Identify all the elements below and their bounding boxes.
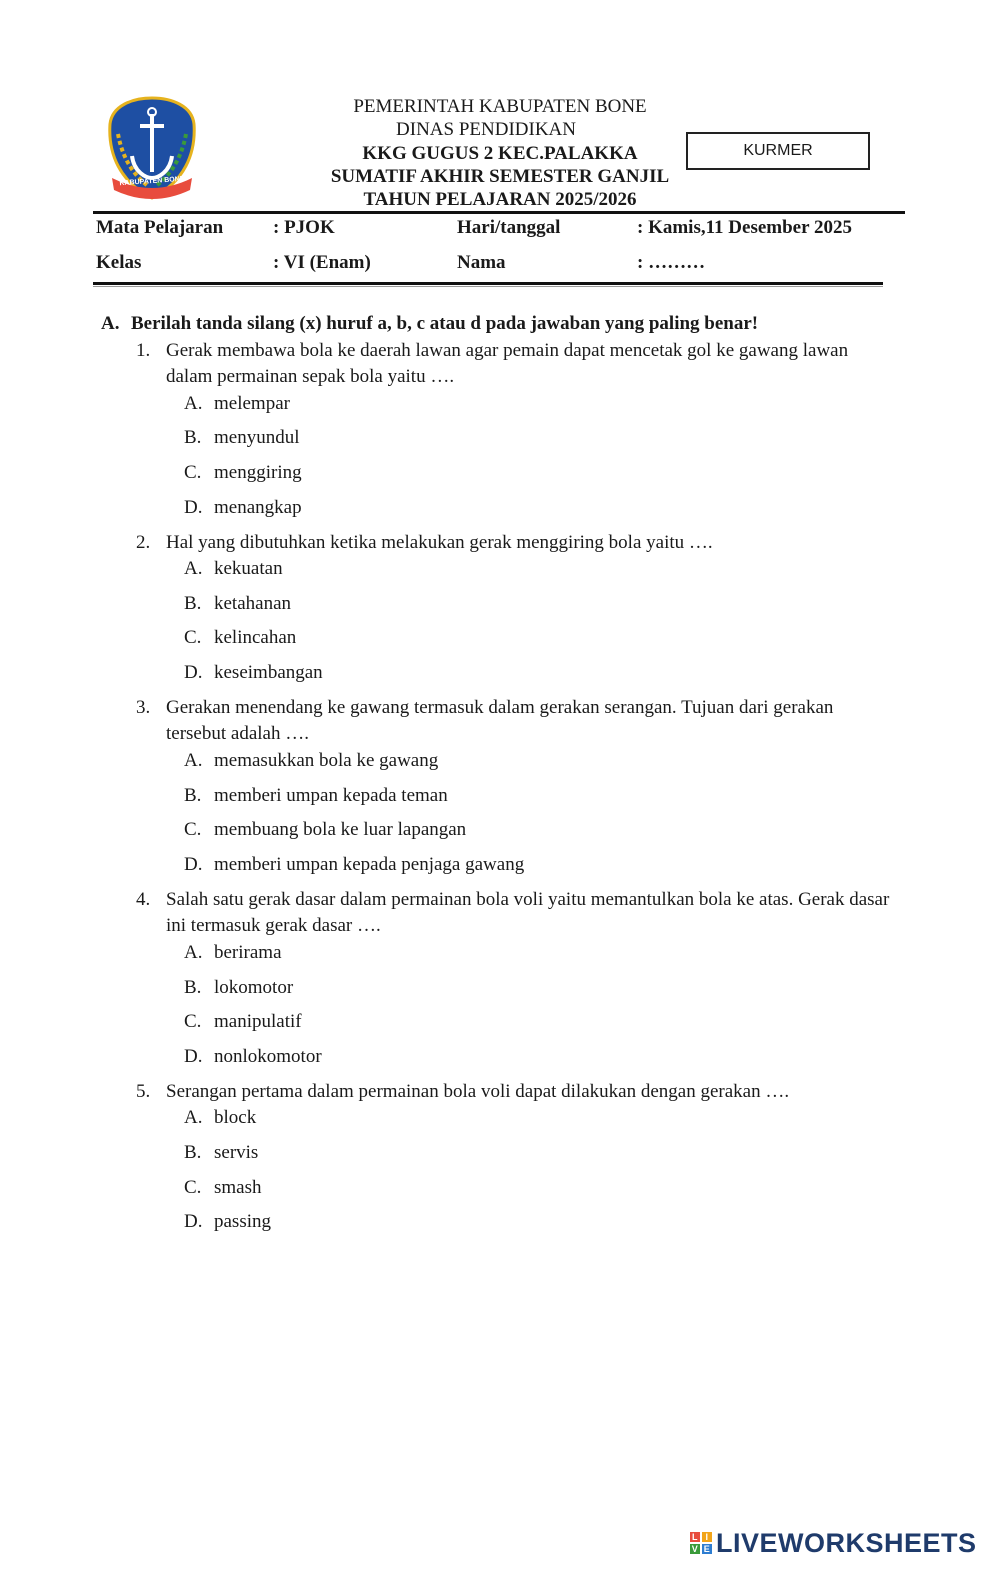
option-letter: B. [184, 977, 202, 998]
question-2-option-a[interactable] [184, 557, 283, 581]
question-4-option-c[interactable] [184, 1010, 302, 1034]
option-text: memberi umpan kepada penjaga gawang [214, 854, 525, 875]
date-label: Hari/tanggal [457, 217, 561, 238]
name-value: : ……… [637, 252, 706, 273]
question-3-option-a[interactable] [184, 749, 438, 773]
header-divider [93, 211, 905, 214]
question-5-option-a[interactable] [184, 1106, 256, 1130]
section-letter: A. [101, 313, 120, 334]
question-5-option-c[interactable] [184, 1176, 262, 1200]
option-letter: B. [184, 1142, 202, 1163]
question-4-option-d[interactable] [184, 1045, 322, 1069]
subject-label: Mata Pelajaran [96, 217, 224, 238]
question-2-option-d[interactable] [184, 661, 323, 685]
option-text: lokomotor [214, 977, 294, 998]
option-text: manipulatif [214, 1011, 302, 1032]
logo-letter-v: V [691, 1544, 699, 1554]
header-department: DINAS PENDIDIKAN [396, 119, 576, 140]
logo-letter-e: E [703, 1544, 711, 1554]
option-text: ketahanan [214, 593, 292, 614]
option-text: kelincahan [214, 627, 297, 648]
liveworksheets-wordmark: LIVEWORKSHEETS [716, 1527, 977, 1558]
question-3-text: Gerakan menendang ke gawang termasuk dalam gerakan serangan. Tujuan dari gerakan tersebut adalah …. [166, 697, 834, 744]
option-letter: B. [184, 593, 202, 614]
question-1-option-a[interactable] [184, 392, 290, 416]
option-letter: C. [184, 819, 202, 840]
logo-letter-l: L [692, 1532, 698, 1542]
option-text: melempar [214, 393, 290, 414]
option-letter: C. [184, 462, 202, 483]
question-3-number: 3. [136, 697, 151, 718]
liveworksheets-logo-icon [690, 1532, 712, 1554]
option-text: passing [214, 1211, 271, 1232]
option-text: menangkap [214, 497, 302, 518]
question-1-text: Gerak membawa bola ke daerah lawan agar pemain dapat mencetak gol ke gawang lawan dalam permainan sepak bola yaitu …. [166, 340, 849, 387]
option-letter: A. [184, 393, 203, 414]
option-text: smash [214, 1177, 262, 1198]
option-text: keseimbangan [214, 662, 323, 683]
option-text: memberi umpan kepada teman [214, 785, 448, 806]
question-4-text: Salah satu gerak dasar dalam permainan bola voli yaitu memantulkan bola ke atas. Gerak dasar ini termasuk gerak dasar …. [166, 889, 890, 936]
option-letter: A. [184, 1107, 203, 1128]
question-2-option-b[interactable] [184, 592, 291, 616]
option-text: berirama [214, 942, 282, 963]
option-text: block [214, 1107, 257, 1128]
date-value: : Kamis,11 Desember 2025 [637, 217, 852, 238]
question-5-option-b[interactable] [184, 1141, 258, 1165]
question-2-option-c[interactable] [184, 626, 296, 650]
question-5-text: Serangan pertama dalam permainan bola voli dapat dilakukan dengan gerakan …. [166, 1081, 790, 1102]
question-3-option-b[interactable] [184, 784, 448, 808]
info-divider-shadow [93, 286, 883, 287]
liveworksheets-brand[interactable] [690, 1527, 977, 1559]
question-5-number: 5. [136, 1081, 151, 1102]
header-government: PEMERINTAH KABUPATEN BONE [353, 96, 647, 117]
option-text: servis [214, 1142, 259, 1163]
option-letter: D. [184, 1211, 203, 1232]
option-text: memasukkan bola ke gawang [214, 750, 439, 771]
option-letter: B. [184, 785, 202, 806]
option-letter: A. [184, 750, 203, 771]
class-value: : VI (Enam) [273, 252, 371, 273]
option-letter: D. [184, 854, 203, 875]
question-5-option-d[interactable] [184, 1210, 271, 1234]
option-letter: D. [184, 1046, 203, 1067]
option-text: menggiring [214, 462, 302, 483]
option-letter: A. [184, 558, 203, 579]
curriculum-badge: KURMER [686, 132, 870, 170]
option-text: membuang bola ke luar lapangan [214, 819, 467, 840]
question-1-option-c[interactable] [184, 461, 302, 485]
option-letter: A. [184, 942, 203, 963]
logo-ribbon-text: KABUPATEN BONE [119, 175, 185, 188]
option-text: menyundul [214, 427, 300, 448]
question-1-number: 1. [136, 340, 151, 361]
header-exam: SUMATIF AKHIR SEMESTER GANJIL [330, 166, 670, 187]
option-text: kekuatan [214, 558, 283, 579]
question-3-option-d[interactable] [184, 853, 524, 877]
option-letter: C. [184, 627, 202, 648]
option-letter: C. [184, 1177, 202, 1198]
info-divider [93, 282, 883, 285]
option-text: nonlokomotor [214, 1046, 322, 1067]
question-1-option-d[interactable] [184, 496, 302, 520]
subject-value: : PJOK [273, 217, 335, 238]
header-year: TAHUN PELAJARAN 2025/2026 [363, 189, 637, 210]
section-instruction-text: Berilah tanda silang (x) huruf a, b, c atau d pada jawaban yang paling benar! [131, 313, 759, 334]
option-letter: B. [184, 427, 202, 448]
question-3-option-c[interactable] [184, 818, 466, 842]
name-label: Nama [457, 252, 506, 273]
question-2-number: 2. [136, 532, 151, 553]
question-1-option-b[interactable] [184, 426, 300, 450]
section-instruction [101, 313, 758, 335]
logo-letter-i: I [702, 1532, 712, 1542]
question-4-number: 4. [136, 889, 151, 910]
question-4-option-a[interactable] [184, 941, 282, 965]
option-letter: D. [184, 497, 203, 518]
option-letter: D. [184, 662, 203, 683]
option-letter: C. [184, 1011, 202, 1032]
question-2-text: Hal yang dibutuhkan ketika melakukan gerak menggiring bola yaitu …. [166, 532, 713, 553]
header-kkg: KKG GUGUS 2 KEC.PALAKKA [362, 143, 638, 164]
class-label: Kelas [96, 252, 142, 273]
question-4-option-b[interactable] [184, 976, 293, 1000]
